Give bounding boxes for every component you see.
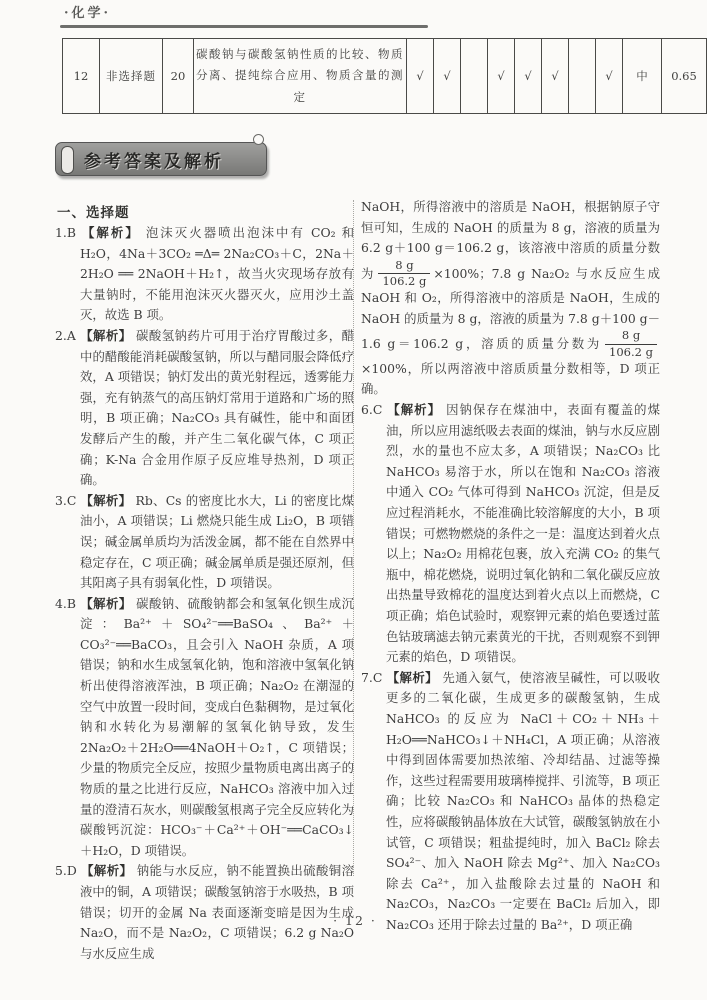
analysis-tag: 【解析】 — [80, 492, 132, 508]
analysis-tag: 【解析】 — [81, 863, 133, 879]
section-heading: 一、选择题 — [57, 205, 130, 221]
cell-check-5: √ — [515, 39, 542, 114]
fraction-numerator: 8 g — [378, 259, 430, 274]
cell-difficulty: 中 — [623, 39, 662, 114]
right-column — [361, 197, 660, 935]
answer-item-3 — [55, 491, 354, 594]
cell-check-3 — [461, 39, 488, 114]
cell-seq: 12 — [63, 39, 100, 114]
table-row — [63, 39, 707, 114]
question-summary-table — [62, 38, 707, 114]
fraction-denominator: 106.2 g — [609, 344, 653, 359]
analysis-text: 先通入氨气，使溶液呈碱性，可以吸收更多的二氧化碳，生成更多的碳酸氢钠，生成 NaHCO₃ 的反应为 NaCl＋CO₂＋NH₃＋H₂O══NaHCO₃↓＋NH₄Cl，A 项正确；从溶液中得到固体需要加热浓缩、冷却结晶、过滤等操作，这些过程需要用玻璃棒搅拌、引流等，B 项正确；比较 Na₂CO₃ 和 NaHCO₃ 晶体的热稳定性，应将碳酸钠晶体放在大试管，碳酸氢钠放在小试管，C 项错误；粗盐提纯时，加入 BaCl₂ 除去 SO₄²⁻、加入 NaOH 除去 Mg²⁺、加入 Na₂CO₃ 除去 Ca²⁺，加入盐酸除去过量的 NaOH 和 Na₂CO₃，Na₂CO₃ 一定要在 BaCl₂ 后加入，即 Na₂CO₃ 还用于除去过量的 Ba²⁺，D 项正确 — [386, 669, 660, 932]
fraction-numerator: 8 g — [605, 329, 657, 344]
page-number: · 12 · — [333, 913, 377, 928]
analysis-text: 钠能与水反应，钠不能置换出硫酸铜溶液中的铜，A 项错误；碳酸氢钠溶于水吸热，B 项错误；切开的金属 Na 表面逐渐变暗是因为生成 Na₂O，而不是 Na₂O₂，C 项错误；6.2 g Na₂O 与水反应生成 — [80, 863, 354, 961]
cell-description: 碳酸钠与碳酸氢钠性质的比较、物质分离、提纯综合应用、物质含量的测定 — [194, 39, 407, 114]
answer-label: 4.B — [55, 595, 76, 611]
answer-item-7 — [361, 668, 660, 936]
answer-label: 3.C — [55, 492, 77, 508]
analysis-text: 碳酸钠、硫酸钠都会和氢氧化钡生成沉淀：Ba²⁺＋SO₄²⁻══BaSO₄、Ba²⁺＋CO₃²⁻══BaCO₃，且会引入 NaOH 杂质，A 项错误；钠和水生成氢氧化钠，饱和溶液中氢氧化钠析出使得溶液浑浊，B 项正确；Na₂O₂ 在潮湿的空气中放置一段时间，变成白色黏稠物，是过氧化钠和水转化为易潮解的氢氧化钠导致，发生 2Na₂O₂＋2H₂O══4NaOH＋O₂↑，C 项错误；少量的物质完全反应，按照少量物质电离出离子的物质的量之比进行反应，NaHCO₃ 溶液中加入过量的澄清石灰水，则碳酸氢根离子完全反应转化为碳酸钙沉淀：HCO₃⁻＋Ca²⁺＋OH⁻══CaCO₃↓＋H₂O，D 项错误。 — [80, 595, 355, 858]
answers-banner-title: 参考答案及解析 — [84, 151, 224, 172]
analysis-text: 因钠保存在煤油中，表面有覆盖的煤油，所以应用滤纸吸去表面的煤油，钠与水反应剧烈，水的量也不应太多，A 项错误；Na₂CO₃ 比 NaHCO₃ 易溶于水，所以在饱和 Na₂CO₃ 溶液中通入 CO₂ 气体可得到 NaHCO₃ 沉淀，但是反应过程消耗水，不能准确比较溶解度的大小，B 项错误；可燃物燃烧的条件之一是：温度达到着火点以上；Na₂O₂ 用棉花包裹，放入充满 CO₂ 的集气瓶中，棉花燃烧，说明过氧化钠和二氧化碳反应放出热量导致棉花的温度达到着火点以上而燃烧，C 项正确；焰色试验时，观察钾元素的焰色要透过蓝色钴玻璃滤去钠元素黄光的干扰，否则观察不到钾元素的焰色，D 项错误。 — [386, 402, 661, 665]
answers-banner — [55, 142, 267, 176]
cell-question-type: 非选择题 — [100, 39, 163, 114]
analysis-text: NaOH，所得溶液中的溶质是 NaOH，根据钠原子守恒可知，生成的 NaOH 的质量为 8 g，溶液的质量为 6.2 g＋100 g＝106.2 g，该溶液中溶质的质量分数为 — [361, 199, 660, 281]
answer-label: 1.B — [55, 225, 76, 240]
cell-check-2: √ — [434, 39, 461, 114]
mass-fraction — [605, 329, 657, 358]
cell-question-no: 20 — [163, 39, 194, 114]
analysis-text: ×100%，所以两溶液中溶质质量分数相等，D 项正确。 — [361, 360, 660, 397]
page-curl-icon — [253, 134, 264, 145]
analysis-tag: 【解析】 — [387, 402, 442, 418]
analysis-tag: 【解析】 — [80, 595, 132, 611]
left-column — [55, 223, 354, 964]
answer-item-4 — [55, 594, 354, 862]
cell-check-8: √ — [596, 39, 623, 114]
analysis-tag: 【解析】 — [81, 225, 140, 240]
answer-item-1 — [55, 223, 354, 326]
cell-check-6: √ — [542, 39, 569, 114]
answer-item-6 — [361, 400, 660, 668]
answer-label: 7.C — [361, 669, 383, 685]
analysis-text: ×100%；7.8 g Na₂O₂ 与水反应生成 NaOH 和 O₂，所得溶液中的溶质是 NaOH，生成的 NaOH 的质量为 8 g，溶液的质量为 7.8 g＋100 g－1.6 g＝106.2 g，溶质的质量分数为 — [361, 265, 660, 352]
answer-label: 2.A — [55, 327, 76, 343]
cell-check-4: √ — [488, 39, 515, 114]
mass-fraction — [378, 259, 430, 288]
analysis-tag: 【解析】 — [80, 327, 132, 343]
analysis-text: Rb、Cs 的密度比水大，Li 的密度比煤油小，A 项错误；Li 燃烧只能生成 Li₂O，B 项错误；碱金属单质均为活泼金属，都不能在自然界中稳定存在，C 项正确；碱金属单质是强还原剂，但其阳离子具有弱氧化性，D 项错误。 — [80, 492, 354, 591]
fraction-denominator: 106.2 g — [382, 274, 427, 288]
subject-header: ·化学· — [64, 6, 112, 21]
cell-check-7 — [569, 39, 596, 114]
answer-label: 5.D — [55, 863, 77, 879]
scroll-icon — [61, 146, 74, 174]
analysis-text: 碳酸氢钠药片可用于治疗胃酸过多，醋中的醋酸能消耗碳酸氢钠，所以与醋同服会降低疗效，A 项错误；钠灯发出的黄光射程远，透雾能力强，充有钠蒸气的高压钠灯常用于道路和广场的照明，B 项正确；Na₂CO₃ 具有碱性，能中和面团发酵后产生的酸，并产生二氧化碳气体，C 项正确；K-Na 合金用作原子反应堆导热剂，D 项正确。 — [80, 327, 354, 488]
header-rule — [60, 25, 428, 28]
cell-check-1: √ — [407, 39, 434, 114]
answer-item-5-continuation — [361, 197, 660, 400]
answer-label: 6.C — [361, 402, 383, 418]
analysis-tag: 【解析】 — [386, 669, 438, 685]
answer-item-2 — [55, 326, 354, 491]
cell-score: 0.65 — [662, 39, 707, 114]
analysis-text: 泡沫灭火器喷出泡沫中有 CO₂ 和 H₂O，4Na＋3CO₂ ═Δ═ 2Na₂CO₃＋C，2Na＋2H₂O ══ 2NaOH＋H₂↑，故当火灾现场存放有大量钠时，不能用泡沫灭火器灭火，应用沙土盖灭，故选 B 项。 — [80, 225, 354, 323]
